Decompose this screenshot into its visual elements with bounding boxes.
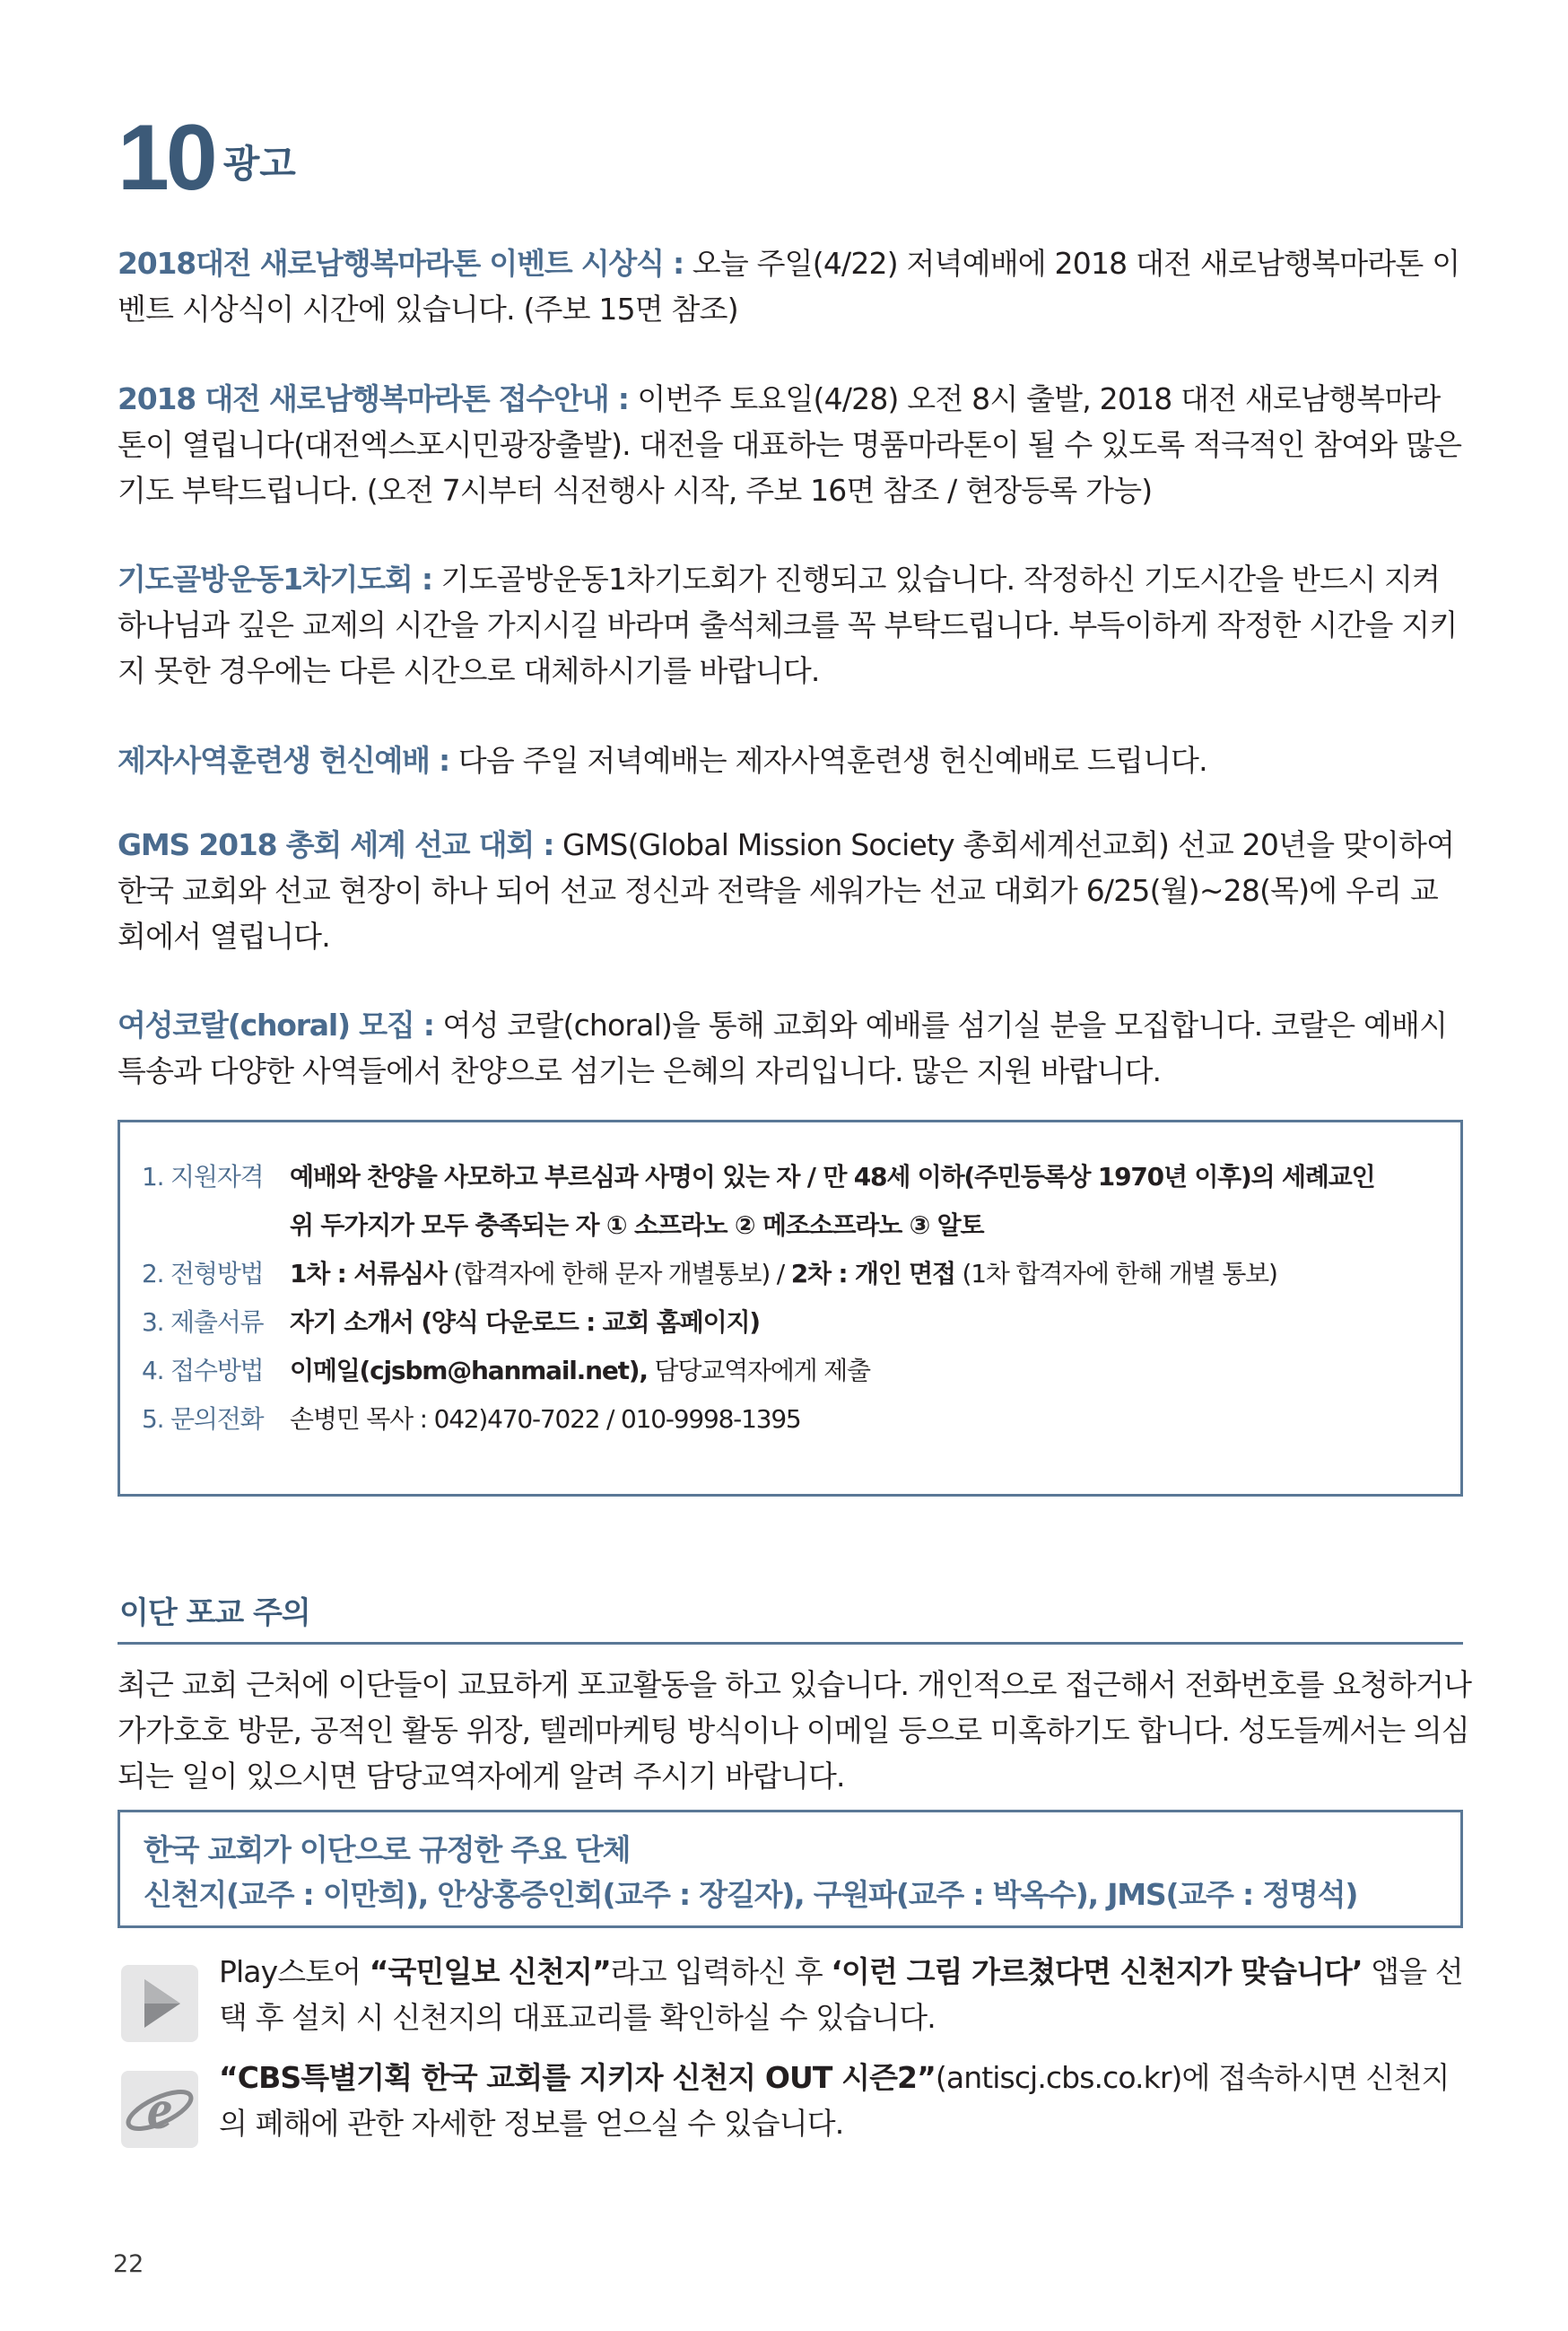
notice-gms-mission [118, 822, 1463, 959]
recruit-qualification-2 [142, 1208, 983, 1244]
notice-heading: 2018 대전 새로남행복마라톤 접수안내 : [118, 381, 629, 416]
notice-marathon-registration [118, 376, 1463, 513]
recruit-qualification [142, 1159, 1374, 1195]
notice-body: 다음 주일 저녁예배는 제자사역훈련생 헌신예배로 드립니다. [449, 743, 1207, 778]
recruit-submission: 4. 접수방법 이메일(cjsbm@hanmail.net), 담당교역자에게 제출 [142, 1353, 870, 1389]
notice-heading: 기도골방운동1차기도회 : [118, 562, 432, 597]
recruit-contact [142, 1401, 801, 1437]
cult-groups-heading: 한국 교회가 이단으로 규정한 주요 단체 [144, 1832, 631, 1867]
play-store-icon [121, 1965, 198, 2042]
recruit-documents [142, 1305, 760, 1340]
page-number: 22 [113, 2250, 144, 2278]
notice-heading: 2018대전 새로남행복마라톤 이벤트 시상식 : [118, 246, 684, 281]
recruit-email: 이메일(cjsbm@hanmail.net), [290, 1356, 648, 1385]
notice-choral-recruit [118, 1002, 1463, 1094]
internet-explorer-icon [121, 2071, 198, 2148]
recruit-label: 3. 제출서류 [142, 1307, 264, 1337]
play-store-text: Play스토어 “국민일보 신천지”라고 입력하신 후 ‘이런 그림 가르쳤다면 신천지가 맞습니다’ 앱을 선택 후 설치 시 신천지의 대표교리를 확인하실 수 있습니다. [219, 1954, 1463, 2035]
recruit-label: 2. 전형방법 [142, 1259, 264, 1288]
notice-body: GMS(Global Mission Society 총회세계선교회) 선교 20년을 맞이하여 한국 교회와 선교 현장이 하나 되어 선교 정신과 전략을 세워가는 선교 대회가 6/25(월)~28(목)에 우리 교회에서 열립니다. [118, 827, 1455, 954]
cbs-web-guide [118, 2055, 1472, 2153]
recruit-value: 위 두가지가 모두 충족되는 자 ① 소프라노 ② 메조소프라노 ③ 알토 [290, 1210, 984, 1240]
notice-disciple-worship [118, 738, 1463, 783]
notice-body: 오늘 주일(4/22) 저녁예배에 2018 대전 새로남행복마라톤 이벤트 시상식이 시간에 있습니다. (주보 15면 참조) [118, 246, 1460, 327]
recruit-value: 손병민 목사 : 042)470-7022 / 010-9998-1395 [290, 1404, 801, 1434]
notice-prayer-meeting [118, 556, 1463, 694]
notice-marathon-award [118, 240, 1463, 332]
recruit-value: 자기 소개서 (양식 다운로드 : 교회 홈페이지) [290, 1307, 760, 1337]
recruit-value: 예배와 찬양을 사모하고 부르심과 사명이 있는 자 / 만 48세 이하(주민등록상 1970년 이후)의 세례교인 [290, 1162, 1375, 1192]
cbs-web-text: “CBS특별기획 한국 교회를 지키자 신천지 OUT 시즌2”(antiscj.cbs.co.kr)에 접속하시면 신천지의 폐해에 관한 자세한 정보를 얻으실 수 있습니다. [219, 2060, 1450, 2141]
cult-groups-box [118, 1810, 1463, 1928]
section-number: 10 [118, 106, 214, 210]
section-title: 광고 [222, 142, 296, 186]
notice-heading: 제자사역훈련생 헌신예배 : [118, 743, 450, 778]
recruit-details-box [118, 1120, 1463, 1497]
cult-groups-list: 신천지(교주 : 이만희), 안상홍증인회(교주 : 장길자), 구원파(교주 : 박옥수), JMS(교주 : 정명석) [144, 1877, 1358, 1912]
recruit-label: 1. 지원자격 [142, 1162, 264, 1192]
notice-body: 기도골방운동1차기도회가 진행되고 있습니다. 작정하신 기도시간을 반드시 지켜 하나님과 깊은 교제의 시간을 가지시길 바라며 출석체크를 꼭 부탁드립니다. 부득이하게 작정한 시간을 지키지 못한 경우에는 다른 시간으로 대체하시기를 바랍니다. [118, 562, 1458, 688]
recruit-selection: 2. 전형방법 1차 : 서류심사 (합격자에 한해 문자 개별통보) / 2차 : 개인 면접 (1차 합격자에 한해 개별 통보) [142, 1256, 1277, 1292]
section-divider [118, 1642, 1463, 1645]
notice-body: 이번주 토요일(4/28) 오전 8시 출발, 2018 대전 새로남행복마라톤이 열립니다(대전엑스포시민광장출발). 대전을 대표하는 명품마라톤이 될 수 있도록 적극적인 참여와 많은 기도 부탁드립니다. (오전 7시부터 식전행사 시작, 주보 16면 참조 / 현장등록 가능) [118, 381, 1462, 508]
cult-warning-title: 이단 포교 주의 [119, 1595, 310, 1631]
recruit-label: 4. 접수방법 [142, 1356, 264, 1385]
notice-heading: 여성코랄(choral) 모집 : [118, 1008, 434, 1043]
play-store-guide [118, 1949, 1472, 2047]
notice-body: 여성 코랄(choral)을 통해 교회와 예배를 섬기실 분을 모집합니다. 코랄은 예배시 특송과 다양한 사역들에서 찬양으로 섬기는 은혜의 자리입니다. 많은 지원 바랍니다. [118, 1008, 1448, 1088]
recruit-label: 5. 문의전화 [142, 1404, 264, 1434]
section-header [118, 106, 296, 210]
notice-heading: GMS 2018 총회 세계 선교 대회 : [118, 827, 554, 862]
cult-warning-paragraph: 최근 교회 근처에 이단들이 교묘하게 포교활동을 하고 있습니다. 개인적으로 접근해서 전화번호를 요청하거나 가가호호 방문, 공적인 활동 위장, 텔레마케팅 방식이나 이메일 등으로 미혹하기도 합니다. 성도들께서는 의심되는 일이 있으시면 담당교역자에게 알려 주시기 바랍니다. [118, 1667, 1472, 1794]
svg-text:e: e [146, 2077, 173, 2141]
